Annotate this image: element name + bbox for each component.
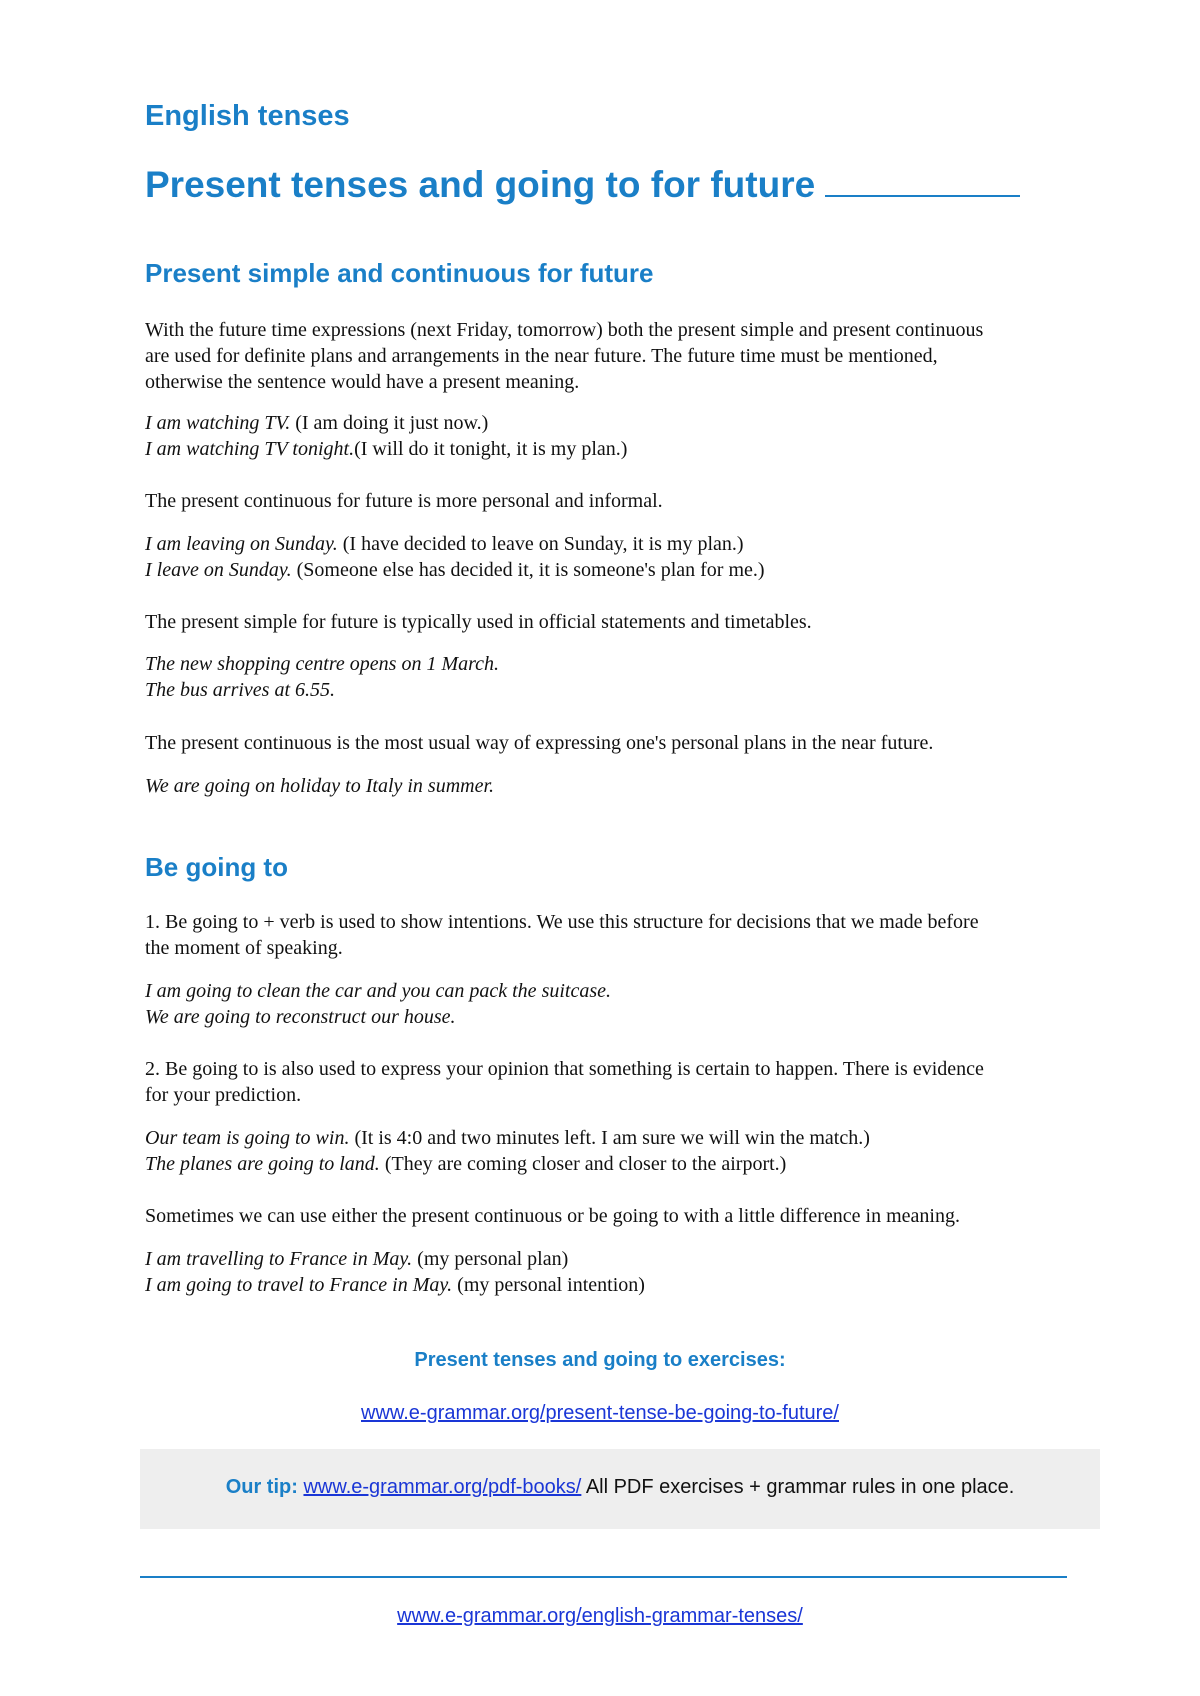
section2-paragraph-2: 2. Be going to is also used to express your opinion that something is certain to happen. There is evidence for your prediction. [145, 1058, 984, 1106]
section2-paragraph-1: 1. Be going to + verb is used to show intentions. We use this structure for decisions that we made before the moment of speaking. [145, 911, 979, 959]
document-kicker: English tenses [145, 100, 350, 132]
exercises-link[interactable]: www.e-grammar.org/present-tense-be-going-to-future/ [361, 1402, 839, 1424]
footer-divider [140, 1576, 1067, 1578]
example-note: (my personal intention) [452, 1274, 645, 1296]
example-italic: I am travelling to France in May. [145, 1248, 413, 1270]
intro-line: With the future time expressions (next Friday, tomorrow) both the present simple and present continuous [145, 319, 984, 341]
tip-text [140, 1476, 1100, 1499]
section1-intro-paragraph [145, 317, 1085, 395]
example-line [145, 1246, 1085, 1272]
example-note: (Someone else has decided it, it is someone's plan for me.) [291, 559, 765, 581]
example-italic: I am going to clean the car and you can pack the suitcase. [145, 980, 611, 1002]
section1-paragraph-4: The present continuous is the most usual way of expressing one's personal plans in the near future. [145, 732, 934, 754]
exercises-heading: Present tenses and going to exercises: [414, 1349, 786, 1371]
section-heading-be-going-to: Be going to [145, 852, 288, 882]
section2-examples-1 [145, 978, 1085, 1030]
example-note: (my personal plan) [412, 1248, 569, 1270]
example-italic: The new shopping centre opens on 1 March. [145, 653, 500, 675]
example-italic: I leave on Sunday. [145, 559, 292, 581]
section1-examples-3 [145, 651, 1085, 703]
intro-line: otherwise the sentence would have a present meaning. [145, 371, 580, 393]
example-line [145, 531, 1085, 557]
section1-paragraph-2: The present continuous for future is more personal and informal. [145, 490, 663, 512]
example-line [145, 1272, 1085, 1298]
example-line [145, 436, 1085, 462]
section1-paragraph-3: The present simple for future is typically used in official statements and timetables. [145, 611, 812, 633]
example-italic: The bus arrives at 6.55. [145, 679, 335, 701]
section1-example-4 [145, 773, 1085, 799]
example-note: (I have decided to leave on Sunday, it is my plan.) [337, 533, 744, 555]
example-note: (I will do it tonight, it is my plan.) [354, 438, 628, 460]
example-italic: Our team is going to win. [145, 1127, 350, 1149]
page-title-text: Present tenses and going to for future [145, 164, 816, 205]
example-italic: I am leaving on Sunday. [145, 533, 338, 555]
example-line [145, 557, 1085, 583]
example-line [145, 410, 1085, 436]
example-italic: I am watching TV tonight. [145, 438, 355, 460]
example-line [145, 1125, 1085, 1151]
footer-link[interactable]: www.e-grammar.org/english-grammar-tenses/ [397, 1605, 803, 1627]
section1-examples-2 [145, 531, 1085, 583]
section1-examples-1 [145, 410, 1085, 462]
example-note: (I am doing it just now.) [290, 412, 489, 434]
section2-examples-2 [145, 1125, 1085, 1177]
tip-label: Our tip: [225, 1476, 298, 1498]
example-italic: I am watching TV. [145, 412, 291, 434]
example-italic: We are going to reconstruct our house. [145, 1006, 456, 1028]
example-italic: We are going on holiday to Italy in summer. [145, 775, 495, 797]
title-underline-rule [825, 167, 1020, 197]
example-note: (It is 4:0 and two minutes left. I am sure we will win the match.) [349, 1127, 870, 1149]
section2-paragraph-3: Sometimes we can use either the present continuous or be going to with a little difference in meaning. [145, 1205, 960, 1227]
tip-box [140, 1449, 1100, 1529]
page-title [145, 164, 1020, 206]
intro-line: are used for definite plans and arrangements in the near future. The future time must be mentioned, [145, 345, 938, 367]
example-line [145, 1151, 1085, 1177]
section2-examples-3 [145, 1246, 1085, 1298]
tip-description: All PDF exercises + grammar rules in one place. [581, 1476, 1015, 1498]
section-heading-present-simple-continuous: Present simple and continuous for future [145, 258, 654, 288]
example-note: (They are coming closer and closer to the airport.) [379, 1153, 787, 1175]
example-italic: The planes are going to land. [145, 1153, 380, 1175]
example-italic: I am going to travel to France in May. [145, 1274, 453, 1296]
tip-link[interactable]: www.e-grammar.org/pdf-books/ [303, 1476, 582, 1498]
